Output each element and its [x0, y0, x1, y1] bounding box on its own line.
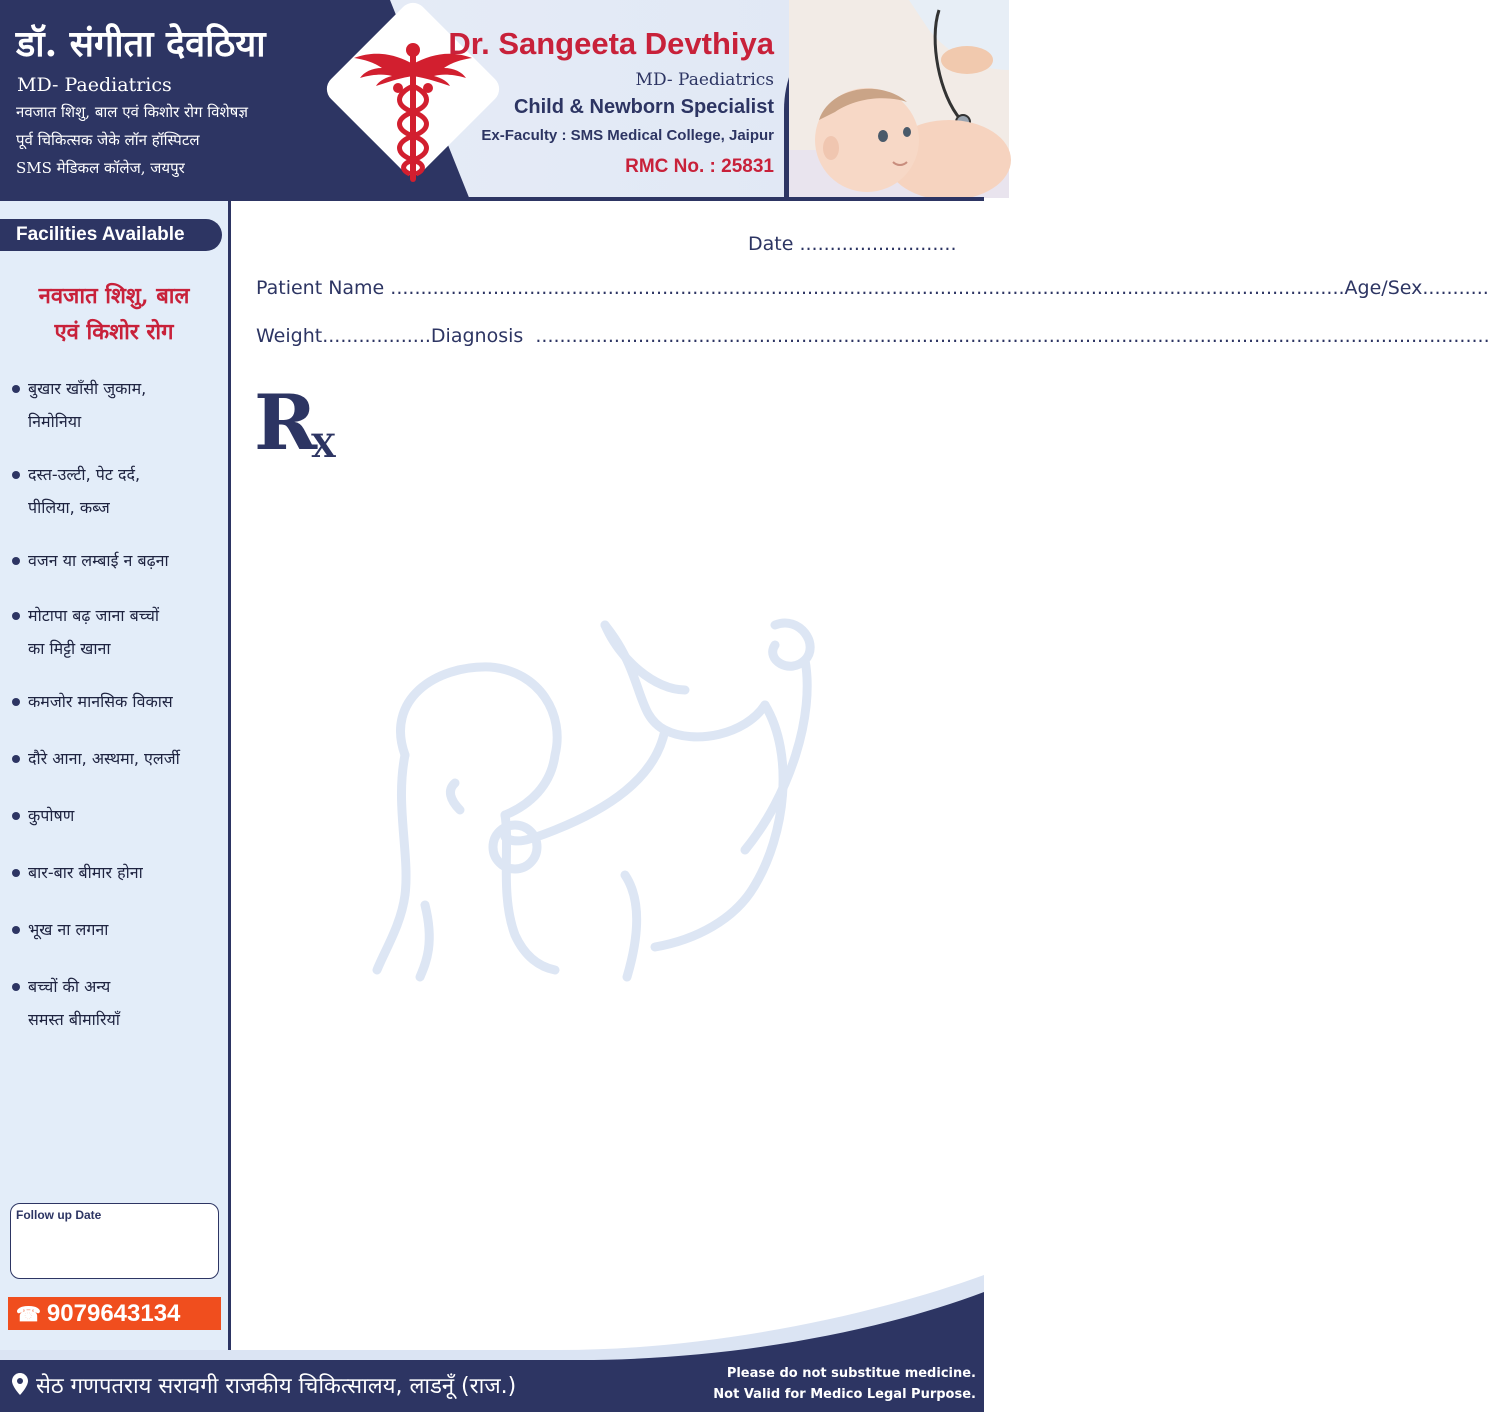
facility-item-line: कमजोर मानसिक विकास — [28, 692, 173, 711]
hospital-address — [12, 1370, 516, 1400]
facilities-heading-line: एवं किशोर रोग — [54, 319, 174, 345]
diagnosis-label: Diagnosis — [430, 325, 524, 347]
facility-item-line: बार-बार बीमार होना — [28, 863, 143, 882]
rx-r: R — [254, 378, 318, 467]
doctor-degree-english: MD- Paediatrics — [635, 70, 774, 90]
rx-x: X — [311, 427, 336, 465]
patient-name-label: Patient Name — [256, 277, 385, 299]
sidebar-divider — [228, 201, 231, 1350]
facility-item — [10, 856, 224, 889]
weight-diagnosis-row[interactable] — [256, 325, 1490, 347]
hindi-specialty-line: नवजात शिशु, बाल एवं किशोर रोग विशेषज्ञ — [16, 103, 248, 121]
facility-item-line: का मिट्टी खाना — [28, 639, 111, 658]
facility-item-line: वजन या लम्बाई न बढ़ना — [28, 551, 169, 570]
facility-item-line: बुखार खाँसी जुकाम, — [28, 379, 147, 398]
facility-item — [10, 599, 224, 665]
baby-stethoscope-illustration — [789, 0, 1009, 198]
patient-name-row[interactable] — [256, 277, 1489, 299]
facility-item — [10, 544, 224, 577]
hindi-experience-line: पूर्व चिकित्सक जेके लॉन हॉस्पिटल — [16, 131, 200, 149]
facility-item-line: बच्चों की अन्य — [28, 977, 111, 996]
doctor-name-english: Dr. Sangeeta Devthiya — [448, 26, 774, 61]
phone-number: 9079643134 — [46, 1300, 181, 1327]
location-pin-icon — [12, 1373, 28, 1395]
date-label: Date — [748, 233, 794, 255]
baby-doctor-watermark — [365, 605, 830, 985]
facility-item-line: कुपोषण — [28, 806, 75, 825]
age-sex-blank: ........... — [1422, 277, 1489, 299]
facility-item-line: पीलिया, कब्ज — [28, 498, 110, 517]
hospital-address-text: सेठ गणपतराय सरावगी राजकीय चिकित्सालय, लाडनूँ (राज.) — [36, 1374, 517, 1399]
doctor-name-hindi: डॉ. संगीता देवठिया — [16, 23, 266, 65]
age-sex-label: Age/Sex — [1344, 277, 1423, 299]
doctor-degree-hindi-side: MD- Paediatrics — [17, 74, 172, 96]
follow-up-date-label: Follow up Date — [16, 1208, 102, 1222]
facility-item — [10, 458, 224, 524]
patient-name-blank: .............................................................................................................................................................. — [384, 277, 1345, 299]
phone-icon: ☎ — [16, 1304, 41, 1326]
facility-item-line: भूख ना लगना — [28, 920, 109, 939]
date-blank: .......................... — [799, 233, 957, 255]
facility-item — [10, 799, 224, 832]
facility-item-line: दस्त-उल्टी, पेट दर्द, — [28, 465, 141, 484]
facilities-heading-hindi — [0, 278, 228, 350]
facility-item-line: मोटापा बढ़ जाना बच्चों — [28, 606, 160, 625]
facility-item-line: दौरे आना, अस्थमा, एलर्जी — [28, 749, 180, 768]
facility-item — [10, 970, 224, 1036]
doctor-specialty-english: Child & Newborn Specialist — [513, 96, 774, 118]
facility-item-line: निमोनिया — [28, 412, 82, 431]
facility-item-line: समस्त बीमारियाँ — [28, 1010, 120, 1029]
facility-item — [10, 913, 224, 946]
disclaimer-line: Please do not substitue medicine. — [726, 1366, 976, 1381]
facility-item — [10, 685, 224, 718]
facilities-title: Facilities Available — [0, 219, 222, 251]
hindi-college-line: SMS मेडिकल कॉलेज, जयपुर — [16, 159, 185, 177]
rmc-number: RMC No. : 25831 — [625, 156, 774, 177]
letterhead-header — [0, 0, 984, 200]
doctor-baby-photo — [784, 0, 1004, 198]
diagnosis-blank: .............................................................................................................................................................. — [523, 325, 1490, 347]
doctor-faculty-english: Ex-Faculty : SMS Medical College, Jaipur — [481, 127, 774, 144]
date-field[interactable] — [748, 233, 957, 255]
facility-item — [10, 372, 224, 438]
facilities-heading-line: नवजात शिशु, बाल — [38, 283, 190, 309]
facilities-list — [10, 372, 224, 1036]
disclaimer-line: Not Valid for Medico Legal Purpose. — [713, 1387, 976, 1402]
weight-blank: .................. — [322, 325, 431, 347]
weight-label: Weight — [256, 325, 323, 347]
facility-item — [10, 742, 224, 775]
rx-symbol — [254, 378, 336, 467]
